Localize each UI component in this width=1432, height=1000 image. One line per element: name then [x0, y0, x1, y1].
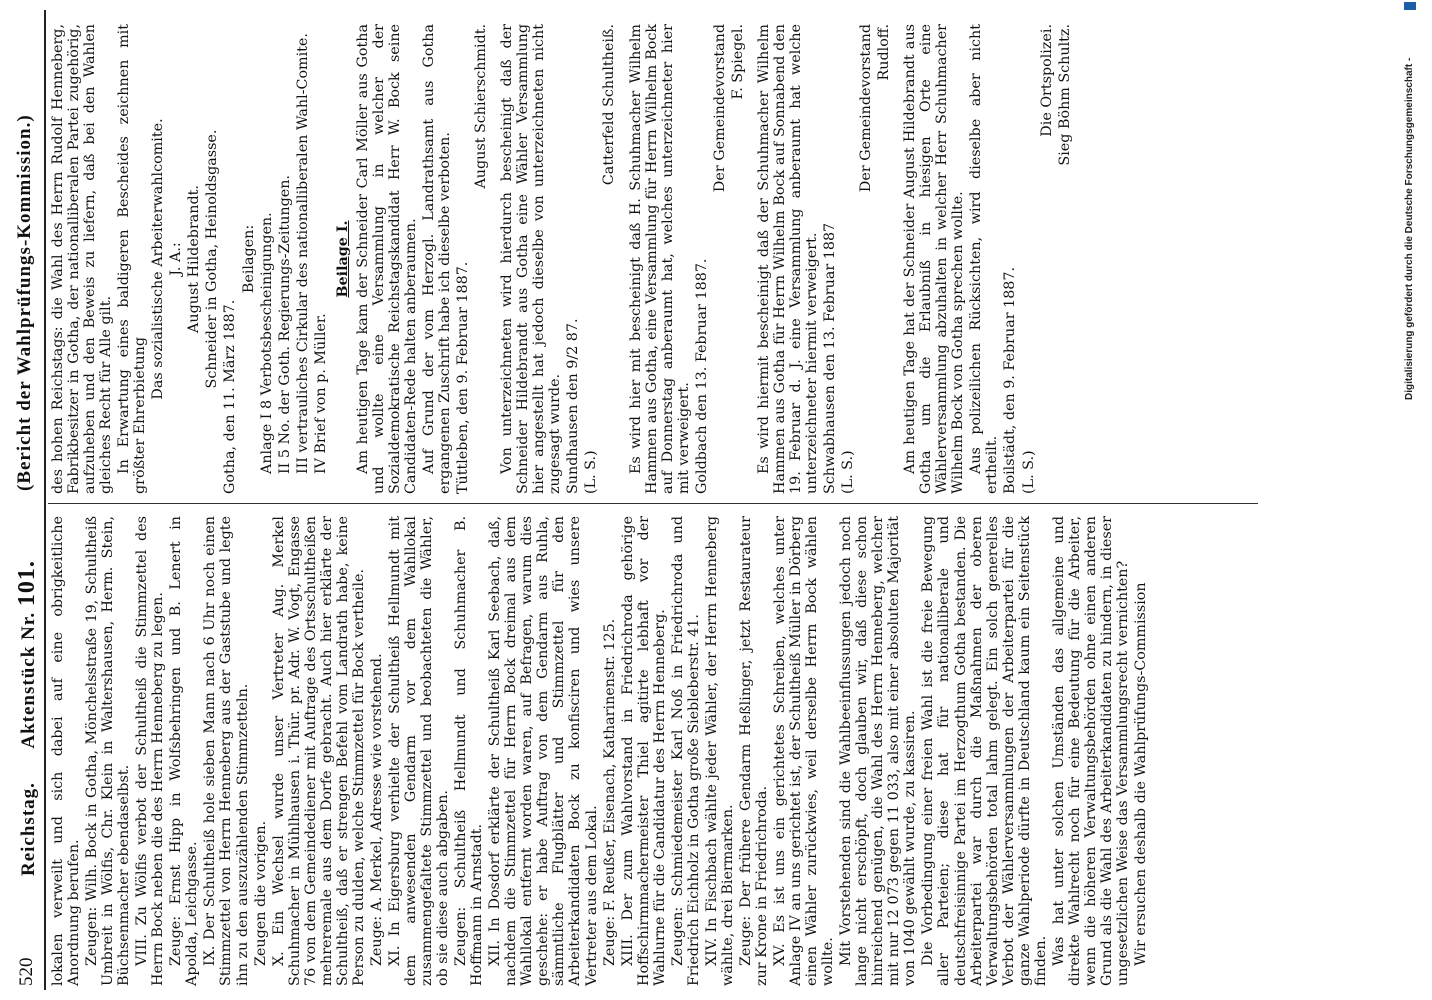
page-number: 520 [16, 957, 37, 986]
paragraph: Auf Grund der vom Herzogl. Landrathsamt aus Gotha ergangenen Zuschrift habe ich dieselbe verboten. [420, 24, 454, 494]
beilage-item: Anlage I 8 Verbotsbescheinigungen. [258, 212, 275, 474]
paragraph: Die Vorbedingung einer freien Wahl ist die freie Bewegung aller Parteien; diese hat für nationalliberale und deutschfreisinnige Partei im Herzogthum Gotha bestanden. Die Arbeiterpartei war durch die Maßnahmen der oberen Verwaltungsbehörden total lahm gelegt. Ein solch generelles Verbot der Wählerversammlungen der Arbeiterpartei für die ganze Wahlperiode dürfte in Deutschland kaum ein Seitenstück finden. [920, 516, 1049, 986]
signature: Catterfeld Schultheiß. [601, 24, 618, 186]
paragraph: Am heutigen Tage kam der Schneider Carl Möller aus Gotha und wollte eine Versammlung in welcher der Sozialdemokratische Reichstagskandidat Herr W. Bock seine Candidaten-Rede halten anberaumen. [354, 24, 419, 494]
beilage-heading: Beilage I. [334, 220, 351, 298]
beilage-item: II 5 No. der Goth. Regierungs-Zeitungen. [276, 175, 293, 474]
place-date: Boilstädt, den 9. Februar 1887. [1002, 266, 1019, 494]
signer-role: Schneider in Gotha, Heinoldsgasse. [204, 129, 221, 389]
paragraph: Aus polizeilichen Rücksichten, wird dieselbe aber nicht ertheilt. [968, 24, 1001, 494]
signature: Rudloff. [876, 24, 893, 81]
beilage-item: IV Brief von p. Müller. [312, 313, 329, 474]
paragraph: lokalen verweilt und sich dabei auf eine obrigkeitliche Anordnung berufen. [50, 516, 83, 986]
date-line: Gotha, den 11. März 1887. [222, 299, 239, 494]
title-number: 101. [14, 560, 40, 607]
paragraph: Zeugen: Schultheiß Hellmundt und Schuhmacher B. Hoffmann in Arnstadt. [453, 516, 486, 986]
committee-name: Das sozialistische Arbeiterwahlcomite. [150, 118, 167, 400]
place-date: Goldbach den 13. Februar 1887. [693, 258, 710, 494]
paragraph: des hohen Reichstags: die Wahl des Herrn Rudolf Henneberg, Fabrikbesitzer in Gotha, der nationalliberalen Partei zugehörig, aufzuheben und den Beweis zu liefern, daß bei den Wahlen gleiches Recht für Alle gilt. [50, 24, 115, 494]
title-prefix: Aktenstück Nr. [18, 611, 39, 749]
signature: August Schierschmidt. [473, 24, 490, 189]
paragraph: Zeugen: Wilh. Bock in Gotha, Mönchelsstraße 19, Schultheiß Umbreit in Wölfis, Chr. Klein in Waltershausen, Herm. Stein, Büchsenmacher ebendaselbst. [84, 516, 133, 986]
paragraph: Zeugen: Schmiedemeister Karl Noß in Friedrichroda und Friedrich Eichholz in Gotha große Siebleberstr. 41. [669, 516, 702, 986]
paragraph: Zeugen die vorigen. [252, 820, 269, 966]
place-date: Schwabhausen den 13. Februar 1887 [822, 222, 839, 494]
paragraph: XIII. Der zum Wahlvorstand in Friedrichroda gehörige Hoffschirmmachermeister Thiel agitirte lebhaft vor der Wahlurne für die Candidatur des Herrn Henneberg. [619, 516, 668, 986]
section-label: Reichstag. [18, 782, 39, 876]
board-label: Der Gemeindevorstand [711, 24, 728, 193]
paragraph: Zeuge: F. Reußer, Eisenach, Katharinenstr. 125. [601, 618, 618, 966]
paragraph: Zeuge: A. Merkel, Adresse wie vorstehend. [368, 653, 385, 966]
place-date: Tüttleben, den 9. Februar 1887. [455, 261, 472, 494]
beilagen-title: Beilagen: [240, 224, 257, 294]
signer-name: August Hildebrandt. [186, 185, 203, 333]
paragraph: XV. Es ist uns ein gerichtetes Schreiben, welches unter Anlage IV an uns gerichtet ist, der Schultheiß Müller in Dörberg einen Wähler zurückwies, weil derselbe Herrn Bock wählen wollte. [772, 516, 837, 986]
paragraph: XII. In Dosdorf erklärte der Schultheiß Karl Seebach, daß, nachdem die Stimmzettel für Herrn Bock dreimal aus dem Wahllokal entfernt worden waren, auf Befragen, warum dies geschehe: er habe Auftrag von dem Gendarm aus Ruhla, sämmtliche Flugblätter und Stimmzettel für den Arbeiterkandidaten Bock zu konfisciren und wies unsere Vertreter aus dem Lokal. [487, 516, 600, 986]
paragraph: Am heutigen Tage hat der Schneider August Hildebrandt aus Gotha um die Erlaubniß in hiesigen Orte eine Wählerversammlung abzuhalten in welcher Herr Schuhmacher Wilhelm Bock von Gotha sprechen wollte. [902, 24, 967, 494]
board-label: Die Ortspolizei. [1038, 24, 1055, 137]
paragraph: Es wird hiermit bescheinigt daß der Schuhmacher Wilhelm Hammen aus Gotha für Herrn Wilhelm Bock auf Sonnabend den 19. Februar d. J. eine Versammlung anberaumt hat welche unterzeichneter hiermit verweigert. [755, 24, 820, 494]
document-title [14, 560, 41, 876]
signature: F. Spiegel. [729, 24, 746, 100]
paragraph: Von unterzeichneten wird hierdurch bescheinigt daß der Schneider Hildebrandt aus Gotha eine Wähler Versammlung hier angestellt hat jedoch dieselbe von unterzeichneten nicht zugesagt wurde. [499, 24, 564, 494]
digitization-note: Digitalisierung gefördert durch die Deutsche Forschungsgemeinschaft - [1404, 57, 1415, 400]
paragraph: VIII. Zu Wölfis verbot der Schultheiß die Stimmzettel des Herrn Bock neben die des Herrn Henneberg zu legen. [134, 516, 167, 986]
place-date: Sundhausen den 9/2 87. [565, 318, 582, 494]
beilage-item: III vertrauliches Cirkular des nationalliberalen Wahl-Comite. [294, 33, 311, 474]
paragraph: X. Ein Wechsel wurde unser Vertreter Aug. Merkel Schuhmacher in Mühlhausen i. Thür. pr. Adr. W. Vogt, Engasse 76 von dem Gemeindediener mit Auftrage des Ortsschultheißen mehreremale aus dem Dorfe gebracht. Auch hier erklärte der Schultheiß, daß er strengen Befehl vom Landrath habe, keine Person zu dulden, welche Stimmzettel für Bock vertheile. [270, 516, 367, 986]
right-column [50, 24, 1075, 494]
paragraph: IX. Der Schultheiß hole sieben Mann nach 6 Uhr noch einen Stimmzettel von Herrn Henneberg aus der Gaststube und legte ihn zu den auszuzählenden Stimmzetteln. [202, 516, 251, 986]
column-divider [48, 503, 1258, 504]
paragraph: XI. In Eigersburg verhielte der Schultheiß Hellmundt mit dem anwesenden Gendarm vor dem Wahllokal zusammengefaltete Stimmzettel und beobachteten die Wähler, ob sie diese auch abgaben. [386, 516, 452, 986]
seal-mark: (L. S.) [1020, 450, 1037, 494]
paragraph: Es wird hier mit bescheinigt daß H. Schuhmacher Wilhelm Hammen aus Gotha, eine Versammlung für Herrn Wilhelm Bock auf Donnerstag anberaumt hat, welches unterzeichneter hier mit verweigert. [627, 24, 692, 494]
ia-line: J. A.: [168, 242, 185, 276]
paragraph: Wir ersuchen deshalb die Wahlprüfungs-Commission [1133, 582, 1150, 966]
dfg-logo [1404, 2, 1416, 10]
paragraph: Zeuge: Ernst Hipp in Wolfsbehringen und B. Lenert in Apolda, Leichgasse. [168, 516, 201, 986]
header-rule [44, 10, 46, 990]
left-column [50, 516, 1151, 986]
signature: Sieg Böhm Schultz. [1056, 24, 1073, 166]
paragraph: Zeuge: Der frühere Gendarm Heßlinger, jetzt Restaurateur zur Krone in Friedrichroda. [737, 516, 770, 986]
paragraph: XIV. In Fischbach wählte jeder Wähler, der Herrn Henneberg wählte, drei Biermarken. [703, 516, 736, 986]
board-label: Der Gemeindevorstand [858, 24, 875, 193]
paragraph: Mit Vorstehenden sind die Wahlbeeinflussungen jedoch noch lange nicht erschöpft, doch glauben wir, daß diese schon hinreichend genügen, die Wahl des Herrn Henneberg, welcher mit nur 12 073 gegen 11 033, also mit einer absoluten Majorität von 1040 gewählt wurde, zu kassiren. [838, 516, 919, 986]
paragraph: Was hat unter solchen Umständen das allgemeine und direkte Wahlrecht noch für eine Bedeutung für die Arbeiter, wenn die höheren Verwaltungsbehörden ohne einen anderen Grund als die Wahl des Arbeiterkandidaten zu hindern, in dieser ungesetzlichen Weise das Versammlungsrecht vernichten? [1050, 516, 1131, 986]
seal-mark: (L. S.) [840, 450, 857, 494]
document-subtitle: (Bericht der Wahlprüfungs-Kommission.) [14, 114, 35, 491]
seal-mark: (L. S.) [583, 450, 600, 494]
paragraph: In Erwartung eines baldigeren Bescheides zeichnen mit größter Ehrerbietung [116, 24, 149, 494]
